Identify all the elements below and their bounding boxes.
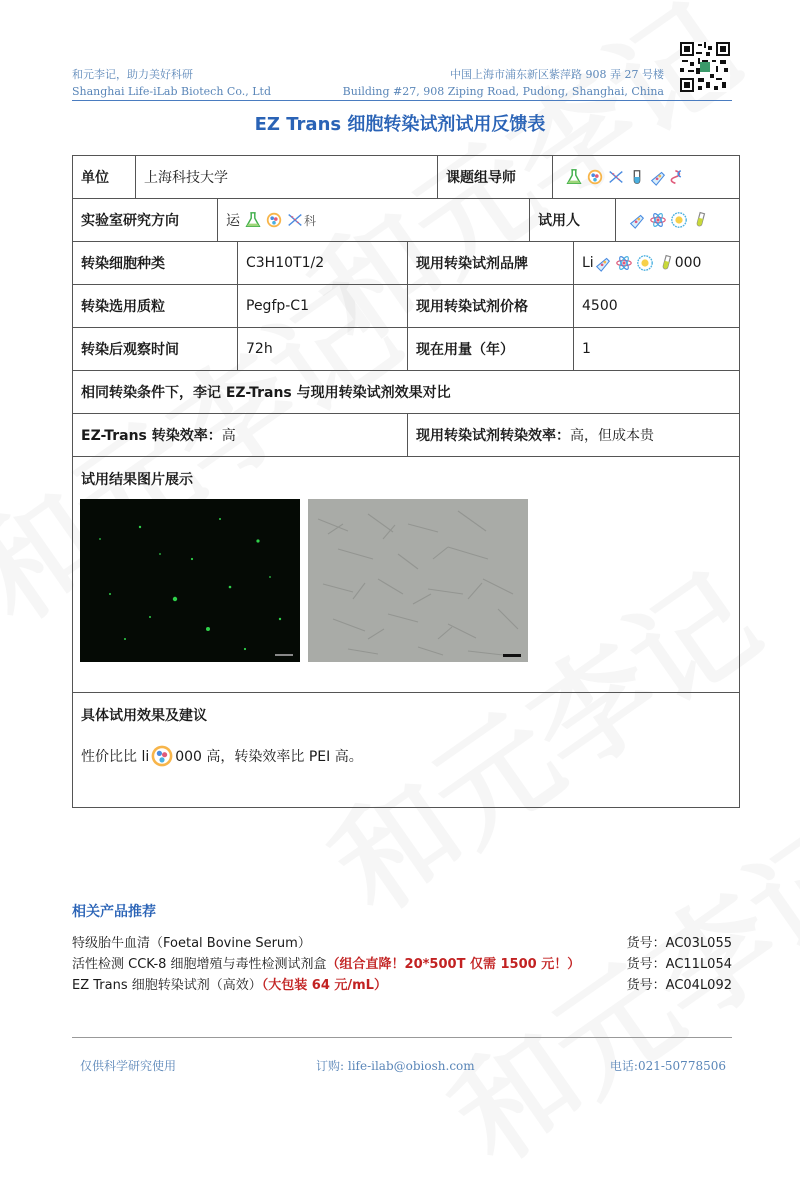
cell-type-value: C3H10T1/2 (237, 242, 407, 284)
form-row-obs-time (73, 328, 739, 371)
ez-efficiency-label: EZ-Trans 转染效率： (81, 428, 222, 444)
form-row-compare-heading (73, 371, 739, 414)
product-promo: （组合直降！20*500T 仅需 1500 元！） (326, 957, 581, 972)
redaction-icons (594, 253, 675, 273)
plasmid-value: Pegfp-C1 (237, 285, 407, 327)
product-code: 货号：AC11L054 (626, 957, 732, 972)
dna-icon (607, 167, 625, 187)
cells-icon (265, 210, 283, 230)
current-efficiency-value: 高，但成本贵 (570, 428, 654, 444)
related-products-heading: 相关产品推荐 (72, 904, 156, 920)
brand-prefix: Li (582, 255, 594, 271)
ez-efficiency (73, 414, 407, 456)
compare-heading: 相同转染条件下，李记 EZ-Trans 与现用转染试剂效果对比 (81, 385, 451, 401)
form-row-plasmid (73, 285, 739, 328)
brand-suffix: 000 (674, 255, 702, 271)
form-row-unit (73, 156, 739, 199)
product-code: 货号：AC04L092 (626, 978, 732, 993)
cell-type-label: 转染细胞种类 (81, 256, 165, 272)
suggestion-prefix: 性价比比 li (81, 749, 150, 765)
petri-dish-icon (594, 253, 612, 273)
direction-label: 实验室研究方向 (81, 213, 179, 229)
microscope-icon (636, 253, 654, 273)
direction-suffix: 科 (304, 213, 317, 228)
company-slogan: 和元李记，助力美好科研 (72, 68, 193, 81)
suggestion-text (81, 743, 363, 769)
petri-dish-icon (649, 167, 667, 187)
brand-value (573, 242, 739, 284)
bacteria-icon (670, 167, 688, 187)
redaction-icons (565, 167, 688, 187)
unit-value: 上海科技大学 (135, 156, 437, 198)
research-use-note: 仅供科学研究使用 (80, 1059, 177, 1073)
form-row-cell-type (73, 242, 739, 285)
ez-efficiency-value: 高 (221, 428, 236, 444)
product-name: EZ Trans 细胞转染试剂（高效） (72, 978, 262, 993)
obs-time-value: 72h (237, 328, 407, 370)
direction-value (217, 199, 529, 241)
usage-value: 1 (573, 328, 739, 370)
microscope-icon (670, 210, 688, 230)
redaction-icons (628, 210, 709, 230)
form-row-images (73, 457, 739, 693)
unit-label: 单位 (81, 170, 109, 186)
product-item[interactable] (72, 974, 732, 994)
test-tube-icon (628, 167, 646, 187)
plasmid-label: 转染选用质粒 (81, 299, 165, 315)
order-email-link[interactable]: 订购: life-ilab@obiosh.com (316, 1059, 475, 1073)
trial-user-label: 试用人 (529, 199, 615, 241)
form-row-efficiency (73, 414, 739, 457)
form-row-suggestion (73, 693, 739, 807)
footer-divider (72, 1037, 732, 1038)
suggestion-heading: 具体试用效果及建议 (81, 708, 207, 724)
form-row-direction (73, 199, 739, 242)
atom-icon (649, 210, 667, 230)
product-promo: （大包装 64 元/mL） (261, 978, 387, 993)
atom-icon (615, 253, 633, 273)
product-item[interactable] (72, 953, 732, 973)
test-tube-icon (657, 253, 675, 273)
price-label: 现用转染试剂价格 (407, 285, 573, 327)
page-title: EZ Trans 细胞转染试剂试用反馈表 (254, 114, 546, 135)
usage-label: 现在用量（年） (407, 328, 573, 370)
direction-prefix: 运 (226, 213, 240, 229)
images-heading: 试用结果图片展示 (81, 472, 193, 488)
header-right (343, 66, 664, 100)
redaction-icons (244, 210, 304, 230)
fluorescence-image (80, 499, 300, 662)
product-name: 特级胎牛血清（Foetal Bovine Serum） (72, 936, 311, 951)
address-en: Building #27, 908 Ziping Road, Pudong, Shanghai, China (342, 85, 664, 98)
product-name: 活性检测 CCK-8 细胞增殖与毒性检测试剂盒 (72, 957, 327, 972)
trial-user-value (615, 199, 739, 241)
feedback-form (72, 155, 740, 808)
price-value: 4500 (573, 285, 739, 327)
suggestion-suffix: 000 高，转染效率比 PEI 高。 (175, 749, 363, 765)
flask-icon (565, 167, 583, 187)
qr-code-icon (680, 42, 730, 92)
petri-dish-icon (628, 210, 646, 230)
header-left (72, 66, 271, 100)
product-item[interactable] (72, 932, 732, 952)
brand-label: 现用转染试剂品牌 (407, 242, 573, 284)
brightfield-image (308, 499, 528, 662)
address-cn: 中国上海市浦东新区紫萍路 908 弄 27 号楼 (450, 68, 664, 81)
current-efficiency (407, 414, 739, 456)
company-name-en: Shanghai Life-iLab Biotech Co., Ltd (72, 85, 271, 98)
cells-icon (149, 743, 175, 769)
header-divider (72, 100, 732, 101)
advisor-value (552, 156, 739, 198)
advisor-label: 课题组导师 (437, 156, 552, 198)
test-tube-icon (691, 210, 709, 230)
contact-phone: 电话:021-50778506 (609, 1059, 726, 1073)
obs-time-label: 转染后观察时间 (81, 342, 179, 358)
flask-icon (244, 210, 262, 230)
cells-icon (586, 167, 604, 187)
current-efficiency-label: 现用转染试剂转染效率： (416, 428, 570, 444)
product-code: 货号：AC03L055 (626, 936, 732, 951)
dna-icon (286, 210, 304, 230)
